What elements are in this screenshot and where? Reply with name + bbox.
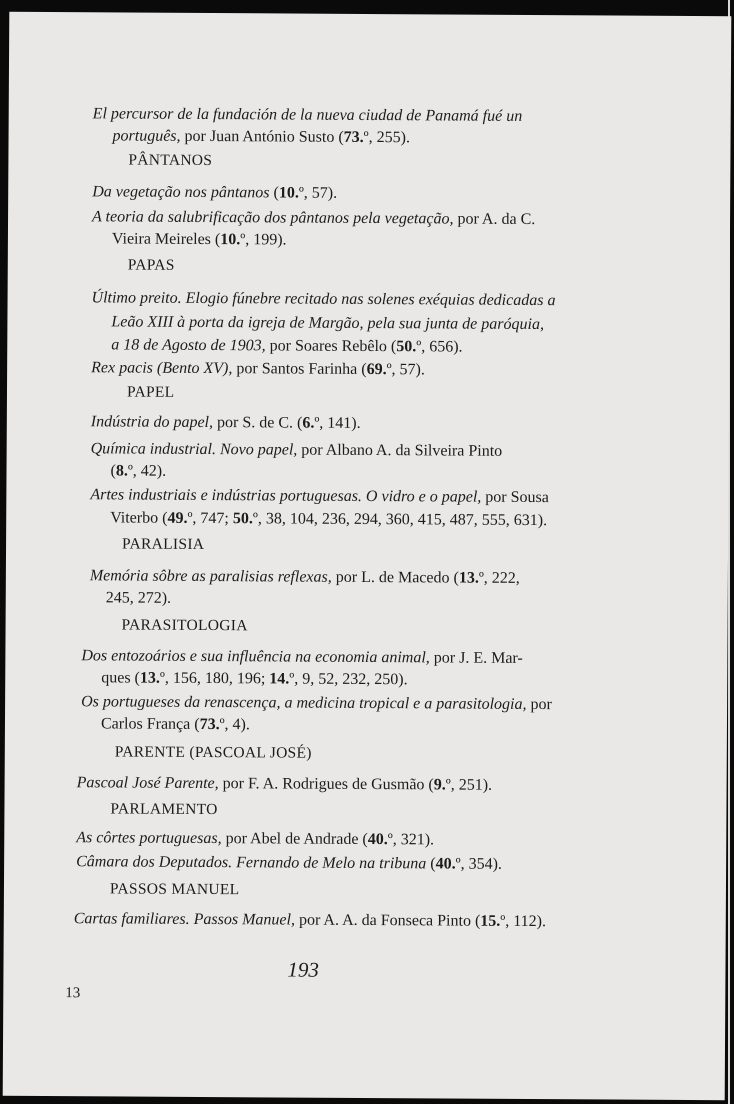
entry-text: º, 9, 52, 232, 250).	[289, 670, 408, 689]
index-entry-line	[76, 828, 434, 850]
entry-text: º, 354).	[455, 855, 502, 873]
entry-text: por Santos Farinha (	[232, 360, 367, 378]
volume-number: 73.	[199, 715, 220, 734]
entry-text: º, 156, 180, 196;	[159, 669, 270, 688]
entry-text: por	[526, 695, 552, 714]
index-entry-line	[110, 508, 547, 531]
entry-text: º, 251).	[445, 776, 493, 794]
entry-title: Leão XIII à porta da igreja de Margão, pela sua junta de paróquia,	[111, 313, 545, 334]
entry-text: º, 222,	[478, 569, 520, 587]
entry-text: º, 4).	[219, 716, 250, 734]
volume-number: 6.	[302, 414, 315, 432]
volume-number: 69.	[366, 360, 387, 379]
volume-number: 13.	[458, 569, 479, 587]
book-page	[3, 12, 732, 1100]
index-entry-line	[101, 714, 250, 735]
entry-text: (	[426, 855, 436, 873]
volume-number: 50.	[396, 338, 417, 356]
entry-title: Memória sôbre as paralisias reflexas,	[89, 567, 332, 586]
entry-text: º, 656).	[416, 338, 463, 356]
entry-text: º, 57).	[386, 361, 425, 379]
entry-text: por Albano A. da Silveira Pinto	[297, 441, 503, 460]
index-entry-line	[77, 773, 493, 796]
entry-title: Câmara dos Deputados. Fernando de Melo na tribuna	[76, 853, 427, 873]
index-entry-line	[90, 485, 549, 508]
section-heading: PÂNTANOS	[128, 151, 213, 170]
index-entry-line	[93, 104, 523, 127]
entry-text: (	[269, 184, 279, 202]
volume-number: 10.	[220, 231, 241, 249]
entry-text: º, 42).	[127, 462, 167, 480]
section-heading: PARALISIA	[122, 535, 205, 554]
volume-number: 73.	[343, 128, 364, 146]
page-number: 193	[287, 957, 320, 982]
index-entry-line	[111, 335, 462, 357]
section-heading: PAPAS	[127, 256, 175, 274]
entry-text: por A. A. da Fonseca Pinto (	[294, 911, 481, 930]
entry-text: por Juan António Susto (	[180, 127, 344, 146]
index-entry-line	[92, 207, 535, 230]
index-entry-line	[112, 126, 410, 148]
index-entry-line	[91, 412, 361, 434]
index-entry-line	[92, 288, 556, 311]
volume-number: 14.	[269, 670, 290, 688]
index-entry-line	[111, 312, 544, 335]
index-entry-line	[101, 668, 407, 690]
entry-title: Cartas familiares. Passos Manuel,	[73, 910, 296, 929]
entry-text: Vieira Meireles (	[111, 230, 221, 249]
index-entry-line	[110, 461, 166, 481]
index-entry-line	[81, 646, 523, 669]
volume-number: 40.	[435, 855, 456, 873]
entry-text: º, 112).	[500, 912, 547, 931]
index-entry-line	[76, 852, 502, 875]
index-entry-line	[112, 229, 287, 250]
entry-title: a 18 de Agosto de 1903,	[111, 336, 266, 355]
section-heading: PARASITOLOGIA	[121, 616, 248, 635]
entry-text: por J. E. Mar-	[429, 649, 523, 667]
section-heading: PARLAMENTO	[110, 800, 218, 819]
volume-number: 40.	[367, 831, 388, 849]
index-entry-line	[74, 909, 546, 932]
entry-text: ques (	[101, 669, 140, 687]
entry-title: Rex pacis (Bento XV),	[91, 359, 233, 378]
entry-text: (	[110, 462, 116, 480]
entry-title: Dos entozoários e sua influência na economia animal,	[81, 647, 430, 667]
entry-text: por Soares Rebêlo (	[265, 337, 397, 356]
entry-title: Indústria do papel,	[90, 413, 214, 432]
section-heading: PASSOS MANUEL	[109, 880, 240, 899]
signature-mark: 13	[65, 985, 81, 1002]
index-entry-line	[91, 358, 425, 380]
section-heading: PAPEL	[126, 383, 175, 401]
entry-title: Química industrial. Novo papel,	[90, 440, 298, 459]
entry-title: As côrtes portuguesas,	[76, 829, 222, 848]
entry-text: por Abel de Andrade (	[221, 830, 368, 849]
volume-number: 49.	[167, 509, 188, 527]
entry-title: Artes industriais e indústrias portuguesas. O vidro e o papel,	[90, 486, 482, 506]
volume-number: 8.	[115, 462, 128, 480]
entry-title: A teoria da salubrificação dos pântanos pela vegetação,	[92, 208, 454, 228]
volume-number: 13.	[139, 669, 160, 687]
entry-text: por L. de Macedo (	[331, 568, 459, 587]
entry-text: º, 57).	[298, 184, 338, 202]
index-entry-line	[91, 439, 503, 462]
entry-text: Carlos França (	[100, 715, 200, 733]
entry-text: por A. da C.	[453, 210, 536, 229]
entry-title: português,	[112, 127, 181, 145]
entry-text: º, 141).	[314, 414, 361, 432]
index-entry-line	[92, 182, 337, 203]
volume-number: 50.	[232, 510, 253, 528]
index-entry-line	[106, 588, 171, 608]
entry-title: Pascoal José Parente,	[76, 774, 219, 793]
entry-text: 245, 272).	[105, 589, 172, 607]
index-entry-line	[81, 692, 552, 715]
entry-text: por F. A. Rodrigues de Gusmão (	[218, 775, 434, 794]
index-content	[9, 12, 731, 931]
volume-number: 10.	[278, 184, 299, 202]
entry-title: Da vegetação nos pântanos	[92, 183, 270, 202]
index-entry-line	[90, 566, 520, 589]
entry-title: Os portugueses da renascença, a medicina tropical e a parasitologia,	[81, 693, 527, 713]
entry-text: º, 747;	[187, 509, 233, 528]
entry-title: El percursor de la fundación de la nueva ciudad de Panamá fué un	[92, 105, 523, 125]
entry-text: º, 199).	[240, 231, 287, 249]
entry-text: por S. de C. (	[212, 414, 303, 432]
section-heading: PARENTE (PASCOAL JOSÉ)	[114, 743, 312, 762]
entry-text: º, 321).	[387, 831, 435, 849]
entry-text: Viterbo (	[110, 509, 168, 527]
entry-text: º, 255).	[363, 128, 411, 147]
entry-text: por Sousa	[481, 488, 549, 507]
volume-number: 15.	[480, 912, 501, 930]
volume-number: 9.	[433, 776, 446, 794]
entry-text: º, 38, 104, 236, 294, 360, 415, 487, 555, 631).	[252, 510, 548, 530]
entry-title: Último preito. Elogio fúnebre recitado nas solenes exéquias dedicadas a	[91, 289, 556, 310]
